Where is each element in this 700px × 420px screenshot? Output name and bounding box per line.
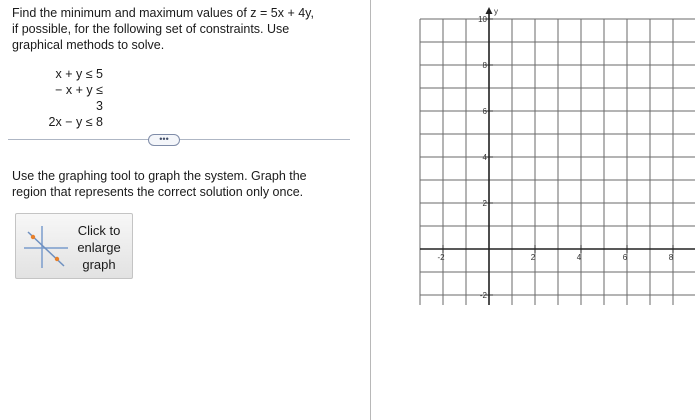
- instructions: [12, 168, 342, 200]
- constraint-system: [48, 66, 103, 130]
- x-tick-label: -2: [437, 253, 445, 262]
- y-tick-label: 6: [482, 107, 487, 116]
- instructions-line-1: Use the graphing tool to graph the system. Graph the: [12, 169, 307, 183]
- problem-line-3: graphical methods to solve.: [12, 38, 165, 52]
- y-tick-label: -2: [479, 291, 487, 300]
- x-tick-label: 8: [668, 253, 674, 262]
- y-tick-label: 8: [482, 61, 487, 70]
- y-tick-label: 2: [482, 199, 487, 208]
- y-axis-label: y: [494, 7, 498, 16]
- graph-thumbnail-icon: [22, 222, 70, 270]
- graph-panel: [372, 0, 700, 420]
- problem-statement: [12, 5, 342, 53]
- instructions-line-2: region that represents the correct solution only once.: [12, 185, 304, 199]
- x-tick-label: 6: [622, 253, 628, 262]
- coordinate-graph[interactable]: [417, 5, 695, 305]
- constraint-3: 2x − y ≤ 8: [48, 115, 103, 129]
- y-tick-label: 10: [478, 15, 487, 24]
- enlarge-graph-button[interactable]: [15, 213, 133, 279]
- enlarge-graph-label: Click to enlarge graph: [77, 223, 121, 272]
- problem-line-2: if possible, for the following set of constraints. Use: [12, 22, 290, 36]
- pane-divider: [370, 0, 371, 420]
- grid-lines: [420, 19, 695, 305]
- constraint-2: − x + y ≤ 3: [55, 83, 103, 113]
- expand-more-button[interactable]: •••: [148, 134, 180, 146]
- y-axis-arrow-icon: [486, 7, 493, 14]
- constraint-1: x + y ≤ 5: [55, 67, 103, 81]
- problem-line-1: Find the minimum and maximum values of z = 5x + 4y,: [12, 6, 314, 20]
- x-tick-label: 4: [576, 253, 582, 262]
- y-tick-label: 4: [482, 153, 487, 162]
- x-tick-label: 2: [530, 253, 536, 262]
